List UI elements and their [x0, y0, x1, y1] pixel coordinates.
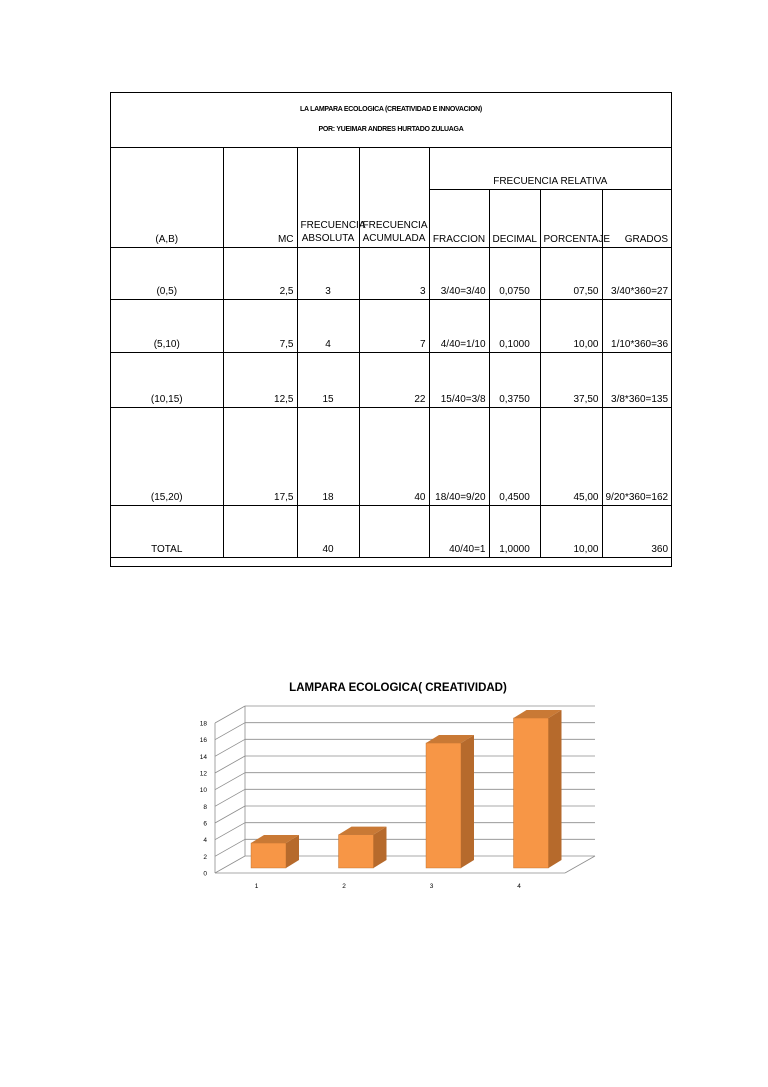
cell-total-label: TOTAL [111, 505, 223, 557]
y-tick-label: 10 [199, 787, 207, 795]
cell-decimal: 0,0750 [489, 247, 540, 299]
header-decimal: DECIMAL [489, 189, 540, 247]
header-acc-line2: ACUMULADA [362, 232, 426, 244]
cell-fraccion: 18/40=9/20 [429, 407, 489, 505]
cell-mc: 12,5 [223, 352, 297, 407]
gridline-side [215, 739, 245, 756]
y-tick-label: 4 [203, 837, 207, 845]
cell-porcentaje: 07,50 [540, 247, 602, 299]
cell-grados: 1/10*360=36 [602, 299, 671, 352]
x-tick-label: 1 [254, 883, 259, 890]
table-row [111, 407, 671, 505]
x-tick-label: 4 [517, 883, 521, 890]
header-mc: MC [223, 147, 297, 247]
floor-right [565, 856, 595, 873]
y-tick-label: 2 [203, 853, 207, 861]
gridline-side [215, 756, 245, 773]
bar-chart [160, 670, 620, 910]
header-frecuencia-absoluta [297, 147, 366, 247]
header-fraccion: FRACCION [429, 189, 489, 247]
gridline-side [215, 856, 245, 873]
gridline-side [215, 706, 245, 723]
cell-fraccion: 3/40=3/40 [429, 247, 489, 299]
cell-decimal: 0,3750 [489, 352, 540, 407]
cell-acc: 3 [359, 247, 429, 299]
y-tick-label: 18 [199, 720, 207, 728]
gridline-side [215, 723, 245, 740]
cell-ab: (15,20) [111, 407, 223, 505]
bar-front [251, 843, 286, 868]
cell-total-mc [223, 505, 297, 557]
bar-chart-svg [160, 670, 620, 910]
header-abs-line2: ABSOLUTA [301, 232, 355, 244]
cell-total-decimal: 1,0000 [489, 505, 540, 557]
cell-ab: (10,15) [111, 352, 223, 407]
gridline-side [215, 839, 245, 856]
bar-side [549, 710, 562, 868]
header-grados: GRADOS [602, 189, 671, 247]
cell-decimal: 0,1000 [489, 299, 540, 352]
cell-grados: 9/20*360=162 [602, 407, 671, 505]
cell-porcentaje: 37,50 [540, 352, 602, 407]
frequency-table-sheet [110, 92, 672, 567]
cell-abs: 18 [297, 407, 359, 505]
cell-mc: 7,5 [223, 299, 297, 352]
cell-decimal: 0,4500 [489, 407, 540, 505]
bar-side [461, 735, 474, 868]
x-tick-label: 3 [429, 883, 434, 890]
gridline-side [215, 773, 245, 790]
gridline-side [215, 789, 245, 806]
cell-porcentaje: 45,00 [540, 407, 602, 505]
cell-ab: (5,10) [111, 299, 223, 352]
cell-grados: 3/8*360=135 [602, 352, 671, 407]
cell-mc: 2,5 [223, 247, 297, 299]
y-tick-label: 6 [203, 820, 207, 828]
header-frecuencia-acumulada [359, 147, 429, 247]
header-ab: (A,B) [111, 147, 223, 247]
cell-abs: 3 [297, 247, 359, 299]
chart-title: LAMPARA ECOLOGICA( CREATIVIDAD) [289, 682, 507, 694]
table-author: POR: YUEIMAR ANDRES HURTADO ZULUAGA [318, 126, 464, 133]
bar-front [426, 743, 461, 868]
cell-acc: 40 [359, 407, 429, 505]
frequency-table [111, 147, 671, 558]
x-tick-label: 2 [342, 883, 346, 890]
gridline-side [215, 823, 245, 840]
cell-grados: 3/40*360=27 [602, 247, 671, 299]
bar-front [339, 835, 374, 868]
cell-total-acc [359, 505, 429, 557]
y-tick-label: 14 [199, 753, 207, 761]
cell-fraccion: 15/40=3/8 [429, 352, 489, 407]
cell-total-fraccion: 40/40=1 [429, 505, 489, 557]
cell-total-abs: 40 [297, 505, 359, 557]
header-frecuencia-relativa: FRECUENCIA RELATIVA [429, 147, 671, 189]
table-row [111, 247, 671, 299]
header-acc-line1: FRECUENCIA [362, 219, 428, 231]
table-row [111, 299, 671, 352]
header-abs-line1: FRECUENCIA [300, 219, 366, 231]
gridline-side [215, 806, 245, 823]
cell-mc: 17,5 [223, 407, 297, 505]
table-header [111, 93, 671, 148]
cell-abs: 15 [297, 352, 359, 407]
cell-total-grados: 360 [602, 505, 671, 557]
cell-ab: (0,5) [111, 247, 223, 299]
y-tick-label: 0 [203, 870, 207, 878]
y-tick-label: 8 [203, 803, 207, 811]
cell-total-porcentaje: 10,00 [540, 505, 602, 557]
cell-porcentaje: 10,00 [540, 299, 602, 352]
y-tick-label: 16 [199, 737, 207, 745]
bar-front [514, 718, 549, 868]
table-title: LA LAMPARA ECOLOGICA (CREATIVIDAD E INNOVACION) [300, 106, 482, 113]
table-total-row [111, 505, 671, 557]
cell-acc: 7 [359, 299, 429, 352]
y-tick-label: 12 [199, 770, 207, 778]
cell-acc: 22 [359, 352, 429, 407]
table-row [111, 352, 671, 407]
cell-fraccion: 4/40=1/10 [429, 299, 489, 352]
header-porcentaje: PORCENTAJE [540, 189, 602, 247]
cell-abs: 4 [297, 299, 359, 352]
